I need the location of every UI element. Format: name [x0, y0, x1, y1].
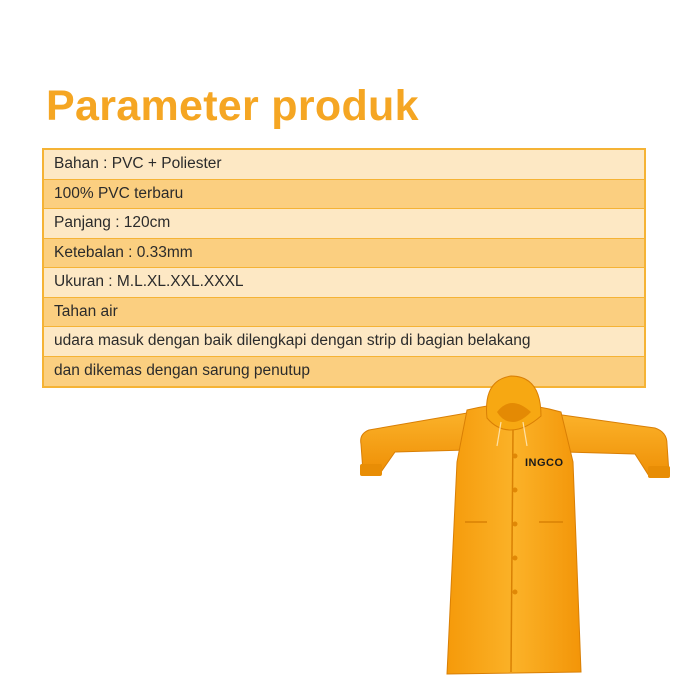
ingco-logo: INGCO — [525, 457, 564, 469]
spec-row-size: Ukuran : M.L.XL.XXL.XXXL — [44, 268, 644, 298]
spec-row-length: Panjang : 120cm — [44, 209, 644, 239]
spec-row-packaging: dan dikemas dengan sarung penutup — [44, 357, 644, 387]
spec-row-ventilation: udara masuk dengan baik dilengkapi dengan strip di bagian belakang — [44, 327, 644, 357]
spec-row-pvc: 100% PVC terbaru — [44, 180, 644, 210]
product-parameter-table — [42, 148, 646, 388]
spec-row-material: Bahan : PVC + Poliester — [44, 150, 644, 180]
raincoat-image — [355, 372, 687, 682]
spec-row-waterproof: Tahan air — [44, 298, 644, 328]
spec-row-thickness: Ketebalan : 0.33mm — [44, 239, 644, 269]
page-title: Parameter produk — [46, 82, 419, 130]
